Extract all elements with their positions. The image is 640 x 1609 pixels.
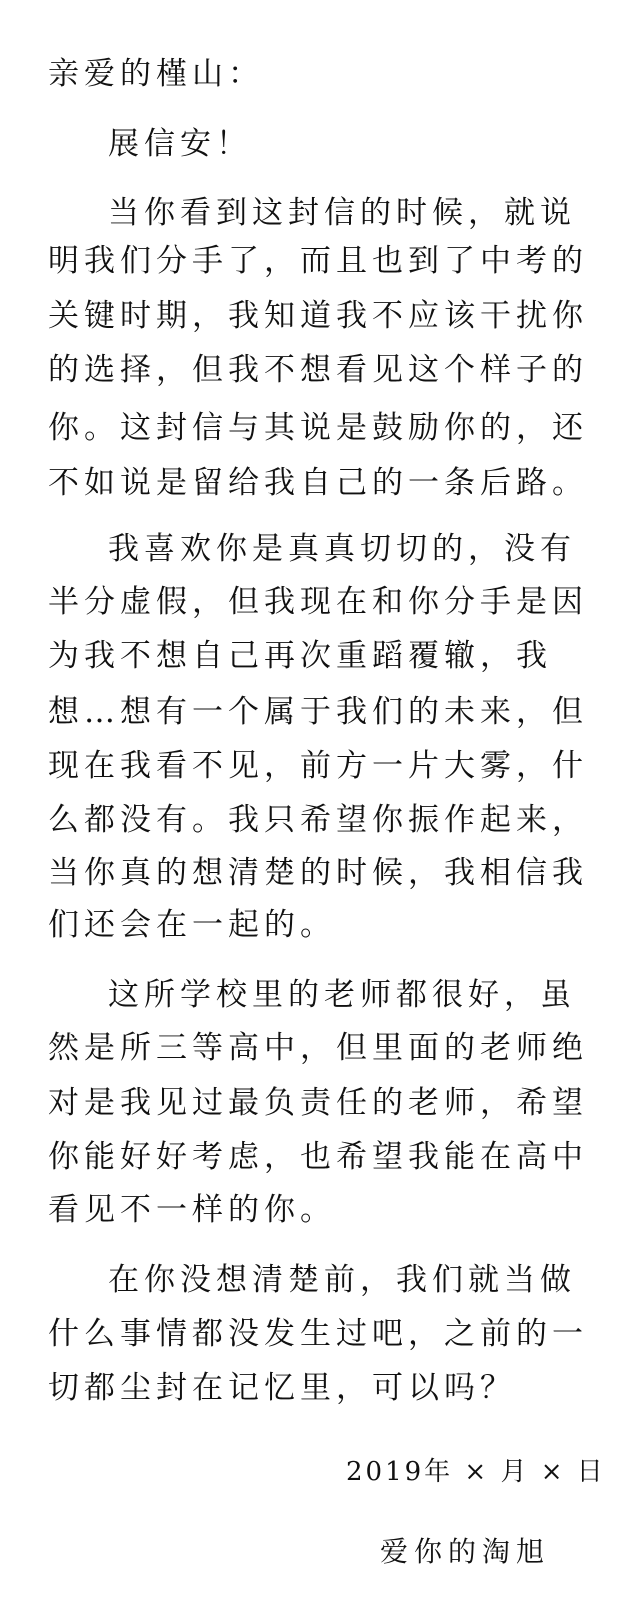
paragraph-3-line-4: 你能好好考虑，也希望我能在高中: [48, 1139, 588, 1175]
paragraph-1-line-2: 明我们分手了，而且也到了中考的: [48, 243, 588, 279]
paragraph-2-line-5: 现在我看不见，前方一片大雾，什: [48, 748, 588, 784]
paragraph-1-line-3: 关键时期，我知道我不应该干扰你: [48, 298, 588, 334]
paragraph-1-line-6: 不如说是留给我自己的一条后路。: [48, 465, 588, 501]
paragraph-2-line-3: 为我不想自己再次重蹈覆辙，我: [48, 638, 552, 674]
paragraph-2-line-4: 想…想有一个属于我们的未来，但: [48, 694, 588, 730]
paragraph-3-line-5: 看见不一样的你。: [48, 1192, 336, 1228]
paragraph-4-line-1: 在你没想清楚前，我们就当做: [108, 1262, 576, 1298]
paragraph-2-line-8: 们还会在一起的。: [48, 907, 336, 943]
paragraph-2-line-7: 当你真的想清楚的时候，我相信我: [48, 855, 588, 891]
paragraph-3-line-2: 然是所三等高中，但里面的老师绝: [48, 1030, 588, 1066]
letter-signature: 爱你的淘旭: [380, 1535, 551, 1568]
paragraph-1-line-5: 你。这封信与其说是鼓励你的，还: [48, 410, 588, 446]
paragraph-3-line-1: 这所学校里的老师都很好，虽: [108, 977, 576, 1013]
letter-date: 2019年 × 月 × 日: [346, 1457, 606, 1487]
paragraph-2-line-1: 我喜欢你是真真切切的，没有: [108, 531, 576, 567]
letter-salutation: 亲爱的槿山：: [48, 56, 264, 92]
paragraph-2-line-6: 么都没有。我只希望你振作起来，: [48, 802, 588, 838]
paragraph-2-line-2: 半分虚假，但我现在和你分手是因: [48, 584, 588, 620]
paragraph-4-line-2: 什么事情都没发生过吧，之前的一: [48, 1316, 588, 1352]
paragraph-3-line-3: 对是我见过最负责任的老师，希望: [48, 1085, 588, 1121]
paragraph-1-line-4: 的选择，但我不想看见这个样子的: [48, 352, 588, 388]
letter-greeting: 展信安！: [108, 126, 252, 162]
paragraph-1-line-1: 当你看到这封信的时候，就说: [108, 195, 576, 231]
paragraph-4-line-3: 切都尘封在记忆里，可以吗？: [48, 1370, 516, 1406]
